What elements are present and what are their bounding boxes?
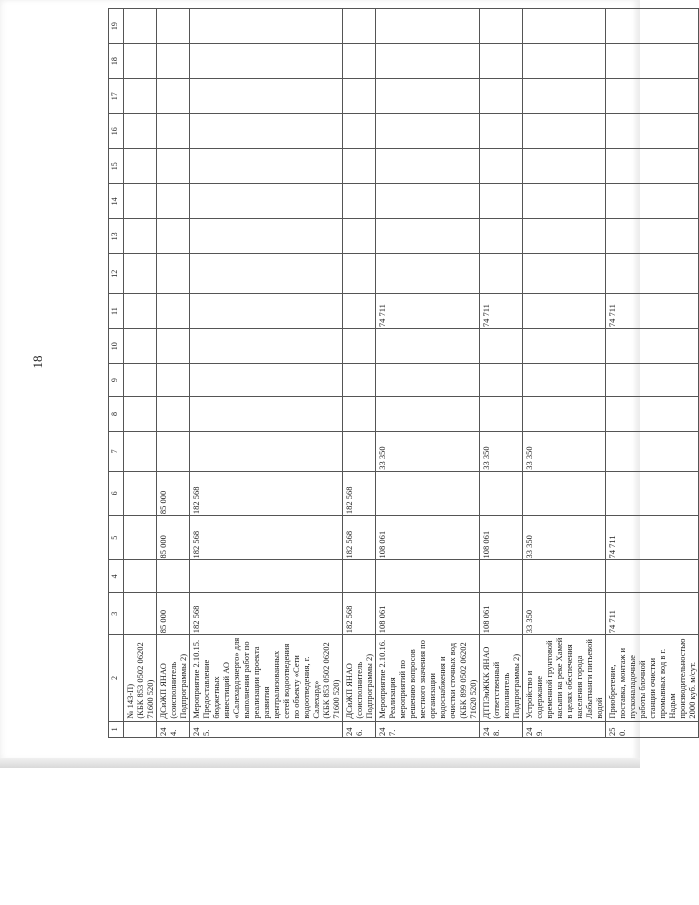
header-cell: 15 xyxy=(109,149,124,184)
empty-cell xyxy=(157,219,190,254)
empty-cell xyxy=(376,114,479,149)
value-cell: 108 061 xyxy=(479,516,522,560)
empty-cell xyxy=(190,329,343,364)
value-cell: 33 350 xyxy=(479,431,522,471)
empty-cell xyxy=(605,149,698,184)
description-cell: ДТПЭиЖКК ЯНАО (ответственный исполнитель Подпрограммы 2) xyxy=(479,635,522,721)
empty-cell xyxy=(376,396,479,431)
value-cell: 74 711 xyxy=(376,294,479,329)
empty-cell xyxy=(605,9,698,44)
value-cell xyxy=(124,560,157,593)
value-cell: 182 568 xyxy=(190,516,343,560)
value-cell xyxy=(343,431,376,471)
value-cell: 108 061 xyxy=(376,516,479,560)
table-row xyxy=(605,9,698,738)
header-cell: 14 xyxy=(109,184,124,219)
value-cell xyxy=(190,254,343,294)
header-cell: 4 xyxy=(109,560,124,593)
value-cell xyxy=(343,560,376,593)
value-cell xyxy=(605,471,698,515)
empty-cell xyxy=(376,44,479,79)
empty-cell xyxy=(157,9,190,44)
value-cell xyxy=(343,254,376,294)
empty-cell xyxy=(479,149,522,184)
description-cell: Приобретение, поставка, монтаж и пусконаладочные работы блочной станции очистки промывных вод в г. Надым производительностью 2000 куб. м/сут. xyxy=(605,635,698,721)
empty-cell xyxy=(343,9,376,44)
value-cell: 182 568 xyxy=(190,593,343,635)
header-cell: 18 xyxy=(109,44,124,79)
description-cell: Устройство и содержание временной грунтовой насыпи на реке Хамей в целях обеспечения населения города Лабытнанги питьевой водой xyxy=(522,635,605,721)
empty-cell xyxy=(605,329,698,364)
empty-cell xyxy=(522,9,605,44)
header-cell: 10 xyxy=(109,329,124,364)
table-row xyxy=(479,9,522,738)
empty-cell xyxy=(124,79,157,114)
row-number-cell: 249. xyxy=(522,721,605,737)
empty-cell xyxy=(479,184,522,219)
empty-cell xyxy=(376,184,479,219)
empty-cell xyxy=(343,149,376,184)
value-cell xyxy=(522,560,605,593)
value-cell xyxy=(124,516,157,560)
empty-cell xyxy=(376,219,479,254)
value-cell: 74 711 xyxy=(605,294,698,329)
header-cell: 13 xyxy=(109,219,124,254)
row-number-cell: 244. xyxy=(157,721,190,737)
value-cell xyxy=(522,254,605,294)
empty-cell xyxy=(124,149,157,184)
empty-cell xyxy=(190,396,343,431)
empty-cell xyxy=(376,329,479,364)
value-cell xyxy=(124,294,157,329)
header-cell: 6 xyxy=(109,471,124,515)
value-cell xyxy=(190,431,343,471)
value-cell xyxy=(479,254,522,294)
row-number-cell: 246. xyxy=(343,721,376,737)
header-cell: 16 xyxy=(109,114,124,149)
value-cell: 33 350 xyxy=(522,431,605,471)
table-row xyxy=(522,9,605,738)
empty-cell xyxy=(605,184,698,219)
value-cell: 108 061 xyxy=(376,593,479,635)
empty-cell xyxy=(343,396,376,431)
empty-cell xyxy=(124,219,157,254)
empty-cell xyxy=(190,149,343,184)
empty-cell xyxy=(479,114,522,149)
empty-cell xyxy=(522,44,605,79)
value-cell xyxy=(522,471,605,515)
value-cell: 182 568 xyxy=(343,471,376,515)
value-cell: 182 568 xyxy=(343,516,376,560)
header-cell: 9 xyxy=(109,364,124,397)
value-cell xyxy=(343,294,376,329)
value-cell: 74 711 xyxy=(605,593,698,635)
empty-cell xyxy=(479,364,522,397)
table-row xyxy=(376,9,479,738)
value-cell: 85 000 xyxy=(157,471,190,515)
header-cell: 7 xyxy=(109,431,124,471)
empty-cell xyxy=(522,149,605,184)
value-cell xyxy=(190,560,343,593)
empty-cell xyxy=(157,364,190,397)
empty-cell xyxy=(479,329,522,364)
empty-cell xyxy=(343,329,376,364)
row-number-cell: 250. xyxy=(605,721,698,737)
value-cell xyxy=(190,294,343,329)
empty-cell xyxy=(157,396,190,431)
header-cell: 8 xyxy=(109,396,124,431)
empty-cell xyxy=(343,79,376,114)
value-cell xyxy=(376,471,479,515)
empty-cell xyxy=(124,329,157,364)
empty-cell xyxy=(376,364,479,397)
table-body xyxy=(109,9,699,738)
empty-cell xyxy=(124,9,157,44)
empty-cell xyxy=(522,396,605,431)
empty-cell xyxy=(522,79,605,114)
empty-cell xyxy=(157,44,190,79)
value-cell xyxy=(479,560,522,593)
empty-cell xyxy=(157,149,190,184)
empty-cell xyxy=(124,184,157,219)
empty-cell xyxy=(190,79,343,114)
value-cell xyxy=(479,471,522,515)
header-cell: 3 xyxy=(109,593,124,635)
empty-cell xyxy=(190,219,343,254)
table-row xyxy=(190,9,343,738)
page-number: 18 xyxy=(30,355,45,369)
value-cell: 108 061 xyxy=(479,593,522,635)
header-cell: 5 xyxy=(109,516,124,560)
value-cell xyxy=(157,254,190,294)
value-cell xyxy=(124,431,157,471)
value-cell xyxy=(376,560,479,593)
empty-cell xyxy=(190,364,343,397)
table-row xyxy=(124,9,157,738)
empty-cell xyxy=(190,44,343,79)
value-cell xyxy=(157,294,190,329)
value-cell: 74 711 xyxy=(479,294,522,329)
value-cell xyxy=(605,431,698,471)
value-cell: 33 350 xyxy=(522,593,605,635)
empty-cell xyxy=(479,219,522,254)
description-cell: ДСиЖП ЯНАО (соисполнитель Подпрограммы 2) xyxy=(157,635,190,721)
empty-cell xyxy=(157,79,190,114)
value-cell: 33 350 xyxy=(376,431,479,471)
header-cell: 11 xyxy=(109,294,124,329)
empty-cell xyxy=(157,329,190,364)
value-cell: 74 711 xyxy=(605,516,698,560)
empty-cell xyxy=(376,79,479,114)
empty-cell xyxy=(190,114,343,149)
value-cell: 85 000 xyxy=(157,516,190,560)
empty-cell xyxy=(157,114,190,149)
header-cell: 19 xyxy=(109,9,124,44)
row-number-cell: 245. xyxy=(190,721,343,737)
empty-cell xyxy=(157,184,190,219)
empty-cell xyxy=(522,364,605,397)
value-cell xyxy=(605,560,698,593)
empty-cell xyxy=(343,184,376,219)
empty-cell xyxy=(376,9,479,44)
row-number-cell xyxy=(124,721,157,737)
empty-cell xyxy=(190,184,343,219)
header-cell: 17 xyxy=(109,79,124,114)
value-cell: 182 568 xyxy=(190,471,343,515)
table-row xyxy=(343,9,376,738)
budget-table xyxy=(108,8,699,738)
empty-cell xyxy=(522,114,605,149)
empty-cell xyxy=(343,114,376,149)
empty-cell xyxy=(124,364,157,397)
value-cell xyxy=(157,560,190,593)
empty-cell xyxy=(605,44,698,79)
description-cell: Мероприятие 2.10.16. Реализация мероприятий по решению вопросов местного значения по организации водоснабжения и очистки сточных вод (КБК 899 0502 06202 71620 520) xyxy=(376,635,479,721)
value-cell: 33 350 xyxy=(522,516,605,560)
empty-cell xyxy=(479,396,522,431)
value-cell xyxy=(605,254,698,294)
value-cell: 182 568 xyxy=(343,593,376,635)
value-cell xyxy=(124,254,157,294)
empty-cell xyxy=(124,114,157,149)
empty-cell xyxy=(124,396,157,431)
value-cell xyxy=(124,471,157,515)
header-cell: 12 xyxy=(109,254,124,294)
empty-cell xyxy=(190,9,343,44)
empty-cell xyxy=(522,184,605,219)
description-cell: № 143-П) (КБК 853 0502 06202 71600 520) xyxy=(124,635,157,721)
value-cell xyxy=(376,254,479,294)
header-cell: 1 xyxy=(109,721,124,737)
empty-cell xyxy=(605,114,698,149)
empty-cell xyxy=(522,329,605,364)
description-cell: ДСиЖП ЯНАО (соисполнитель Подпрограммы 2) xyxy=(343,635,376,721)
empty-cell xyxy=(124,44,157,79)
empty-cell xyxy=(343,219,376,254)
value-cell: 85 000 xyxy=(157,593,190,635)
header-row xyxy=(109,9,124,738)
empty-cell xyxy=(605,364,698,397)
value-cell xyxy=(157,431,190,471)
empty-cell xyxy=(605,79,698,114)
empty-cell xyxy=(479,9,522,44)
row-number-cell: 248. xyxy=(479,721,522,737)
description-cell: Мероприятие 2.10.15. Предоставление бюджетных инвестиций АО «Салехардэнерго» для выполнения работ по реализации проекта развития централизованных сетей водоотведения по объекту «Сети водоотведения, г. Салехард» (КБК 853 0502 06202 71600 520) xyxy=(190,635,343,721)
header-cell: 2 xyxy=(109,635,124,721)
empty-cell xyxy=(479,79,522,114)
empty-cell xyxy=(479,44,522,79)
empty-cell xyxy=(376,149,479,184)
rotated-table-container xyxy=(108,8,697,738)
empty-cell xyxy=(522,219,605,254)
value-cell xyxy=(522,294,605,329)
row-number-cell: 247. xyxy=(376,721,479,737)
empty-cell xyxy=(343,44,376,79)
empty-cell xyxy=(605,219,698,254)
value-cell xyxy=(124,593,157,635)
empty-cell xyxy=(605,396,698,431)
empty-cell xyxy=(343,364,376,397)
table-row xyxy=(157,9,190,738)
